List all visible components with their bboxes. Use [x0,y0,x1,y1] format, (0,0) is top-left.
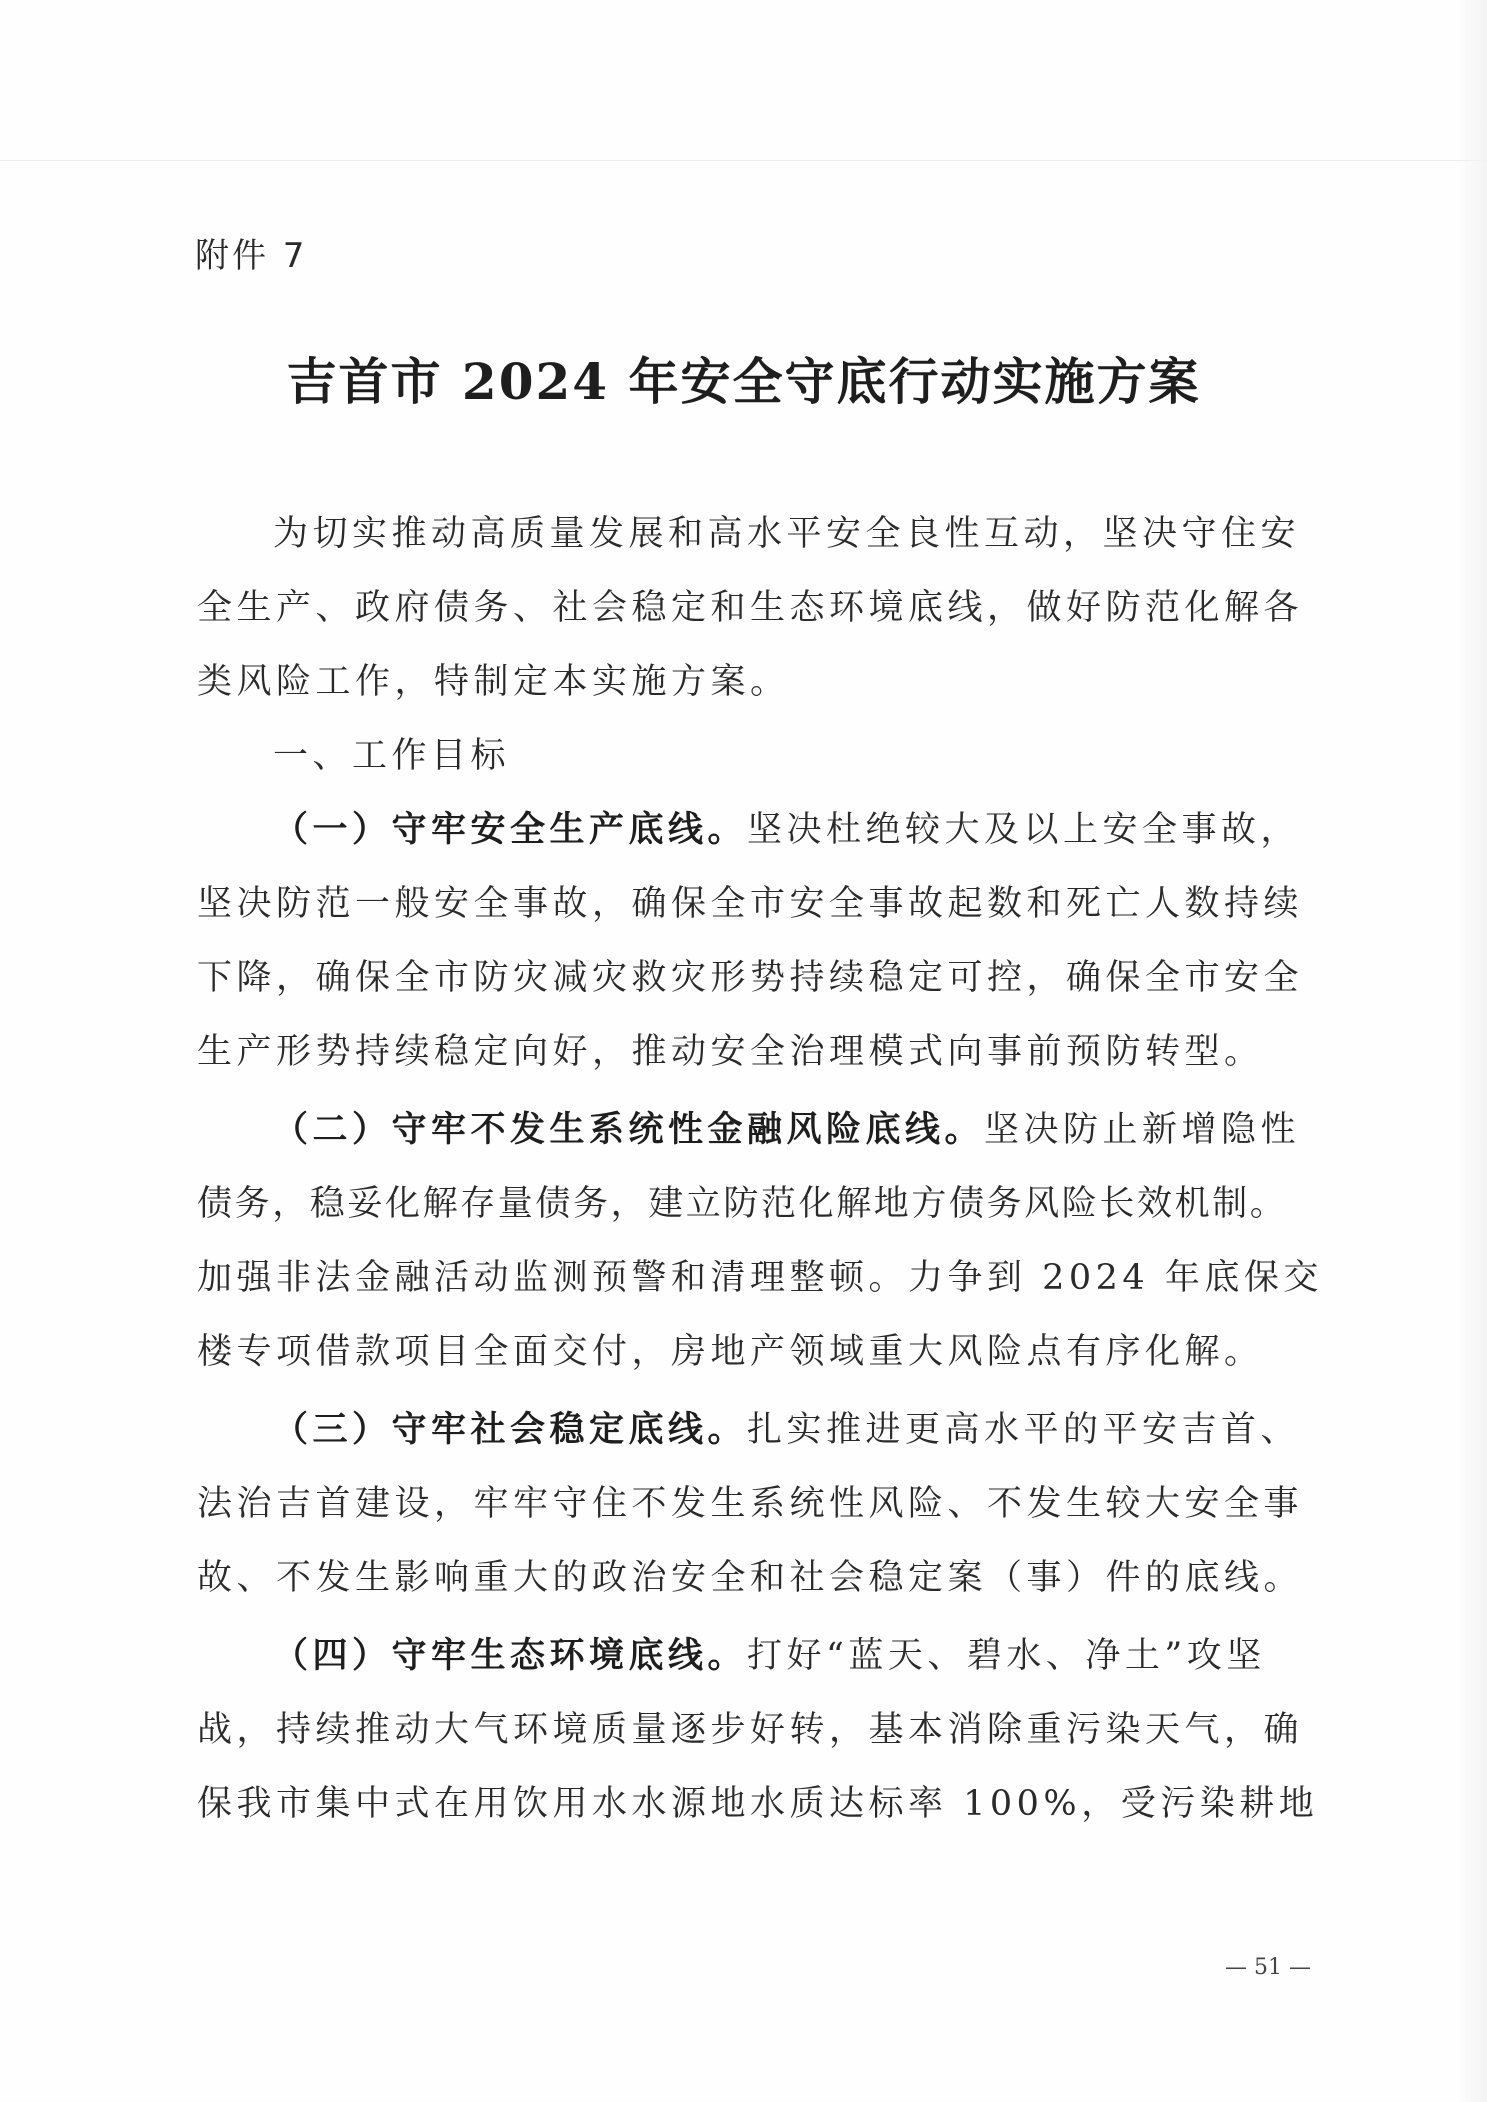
item1-line-4: 生产形势持续稳定向好，推动安全治理模式向事前预防转型。 [197,1032,1264,1072]
item2-first-line [273,1102,1371,1152]
item4-line-3: 保我市集中式在用饮用水水源地水质达标率 100%，受污染耕地 [197,1784,1319,1824]
item3-line-2: 法治吉首建设，牢牢守住不发生系统性风险、不发生较大安全事 [197,1484,1304,1524]
item2-line-2: 债务，稳妥化解存量债务，建立防范化解地方债务风险长效机制。 [197,1184,1288,1224]
item2-line-4: 楼专项借款项目全面交付，房地产领域重大风险点有序化解。 [197,1332,1264,1372]
item3-line-3: 故、不发生影响重大的政治安全和社会稳定案（事）件的底线。 [197,1558,1304,1598]
intro-line-1: 为切实推动高质量发展和高水平安全良性互动，坚决守住安 [273,514,1301,554]
item1-first-line [273,802,1371,852]
item2-line-3: 加强非法金融活动监测预警和清理整顿。力争到 2024 年底保交 [197,1258,1323,1298]
section-heading-goals: 一、工作目标 [273,736,511,776]
item4-lead: （四）守牢生态环境底线。 [273,1635,748,1676]
document-title: 吉首市 2024 年安全守底行动实施方案 [286,352,1201,411]
page-number: — 51 — [1225,1955,1311,1980]
item1-lead: （一）守牢安全生产底线。 [273,809,748,850]
intro-line-2: 全生产、政府债务、社会稳定和生态环境底线，做好防范化解各 [197,588,1304,628]
item2-lead: （二）守牢不发生系统性金融风险底线。 [273,1109,985,1150]
item4-first-line-rest: 打好“蓝天、碧水、净土”攻坚 [747,1636,1266,1676]
item2-first-line-rest: 坚决防止新增隐性 [984,1110,1301,1150]
attachment-label: 附件 7 [195,236,308,276]
item1-first-line-rest: 坚决杜绝较大及以上安全事故， [747,810,1301,850]
item4-line-2: 战，持续推动大气环境质量逐步好转，基本消除重污染天气，确 [197,1710,1304,1750]
item3-first-line-rest: 扎实推进更高水平的平安吉首、 [747,1410,1301,1450]
item1-line-2: 坚决防范一般安全事故，确保全市安全事故起数和死亡人数持续 [197,884,1304,924]
scan-edge-line [0,160,1487,161]
intro-line-3: 类风险工作，特制定本实施方案。 [197,662,790,702]
item4-first-line [273,1628,1371,1678]
item1-line-3: 下降，确保全市防灾减灾救灾形势持续稳定可控，确保全市安全 [197,958,1304,998]
item3-first-line [273,1402,1371,1452]
item3-lead: （三）守牢社会稳定底线。 [273,1409,748,1450]
scan-edge-shadow [1457,0,1487,2102]
